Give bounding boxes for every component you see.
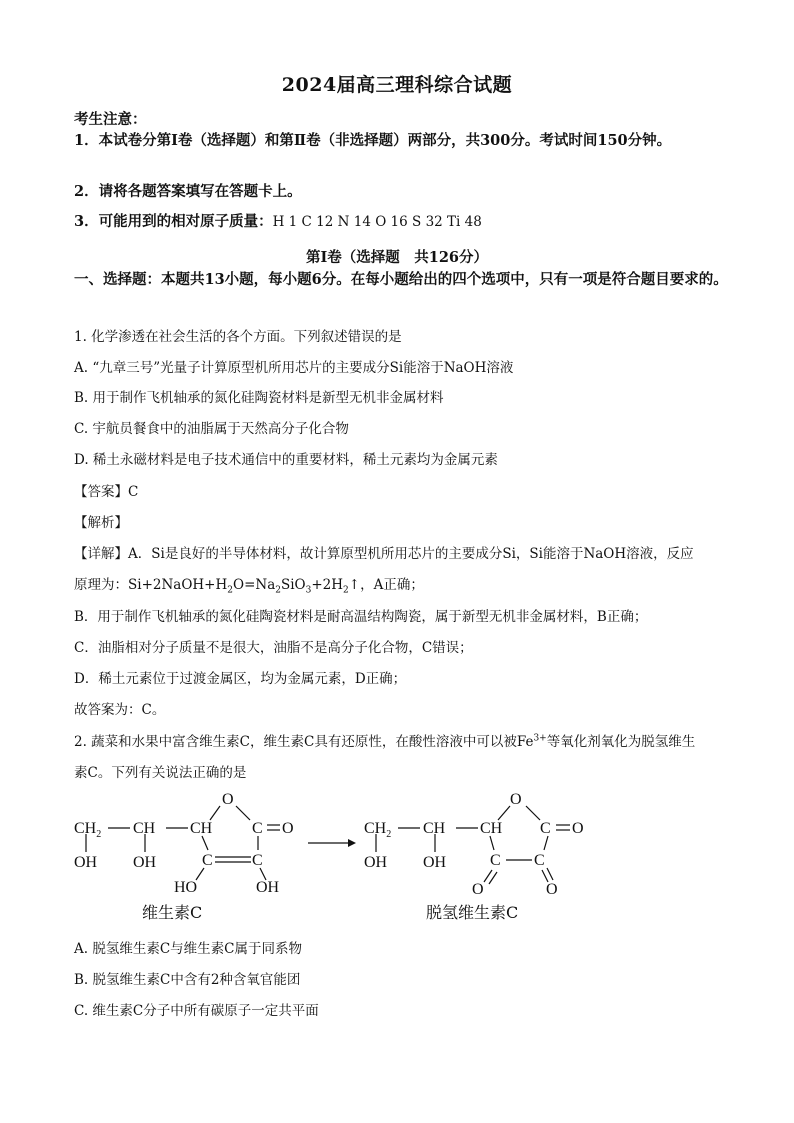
svg-text:CH: CH bbox=[190, 820, 213, 837]
answer-tag: 【答案】 bbox=[74, 484, 128, 500]
svg-text:C: C bbox=[252, 852, 263, 869]
q2-stem-line1: 2. 蔬菜和水果中富含维生素C，维生素C具有还原性，在酸性溶液中可以被$Fe^{3+}$等氧化剂氧化为脱氢维生 bbox=[74, 733, 696, 750]
section-title: 第Ⅰ卷（选择题 共126分） bbox=[305, 249, 489, 266]
q1-detail-d: D．稀土元素位于过渡金属区，均为金属元素，D正确； bbox=[74, 671, 407, 687]
dehydroascorbic-acid-label: 脱氢维生素C bbox=[426, 903, 519, 922]
q1-detail-line2: 原理为：$Si+2NaOH+H_2O=Na_2SiO_3+2H_2↑$，A正确； bbox=[74, 577, 424, 596]
q2-option-b: B. 脱氢维生素C中含有2种含氧官能团 bbox=[74, 972, 301, 988]
q1-detail-c: C．油脂相对分子质量不是很大，油脂不是高分子化合物，C错误； bbox=[74, 640, 473, 656]
q1-detail-b: B．用于制作飞机轴承的氮化硅陶瓷材料是耐高温结构陶瓷，属于新型无机非金属材料，B正确； bbox=[74, 609, 648, 625]
dehydroascorbic-acid-structure bbox=[364, 791, 584, 922]
q2-option-c: C. 维生素C分子中所有碳原子一定共平面 bbox=[74, 1003, 319, 1019]
svg-text:C: C bbox=[202, 852, 213, 869]
atomic-masses: H 1 C 12 N 14 O 16 S 32 Ti 48 bbox=[272, 214, 482, 230]
svg-text:C: C bbox=[540, 820, 551, 837]
svg-text:CH2: $CH_2$ bbox=[364, 820, 392, 840]
svg-text:CH: CH bbox=[133, 820, 156, 837]
svg-text:O: O bbox=[510, 791, 522, 808]
notice-item-3-label: 3．可能用到的相对原子质量： bbox=[74, 213, 273, 230]
svg-text:OH: OH bbox=[364, 854, 388, 871]
svg-text:CH2: $CH_2$ bbox=[74, 820, 102, 840]
answer-value: C bbox=[128, 484, 139, 500]
part-one-instructions: 一、选择题：本题共13小题，每小题6分。在每小题给出的四个选项中，只有一项是符合题目要求的。 bbox=[74, 271, 728, 288]
svg-text:OH: OH bbox=[423, 854, 447, 871]
svg-text:OH: OH bbox=[133, 854, 157, 871]
svg-text:CH: CH bbox=[423, 820, 446, 837]
notice-heading: 考生注意： bbox=[74, 111, 147, 128]
svg-text:O: O bbox=[572, 820, 584, 837]
svg-text:O: O bbox=[546, 881, 558, 898]
q1-answer bbox=[74, 480, 734, 500]
svg-text:HO: HO bbox=[174, 879, 198, 896]
svg-text:C: C bbox=[534, 852, 545, 869]
q2-option-a: A. 脱氢维生素C与维生素C属于同系物 bbox=[74, 941, 302, 957]
svg-text:OH: OH bbox=[74, 854, 98, 871]
q1-analysis-tag: 【解析】 bbox=[74, 515, 128, 531]
vitamin-c-label: 维生素C bbox=[142, 903, 203, 922]
q1-conclusion: 故答案为：C。 bbox=[74, 702, 166, 718]
q1-option-d: D. 稀土永磁材料是电子技术通信中的重要材料，稀土元素均为金属元素 bbox=[74, 452, 498, 468]
q2-stem-line2: 素C。下列有关说法正确的是 bbox=[74, 765, 247, 781]
q1-option-c: C. 宇航员餐食中的油脂属于天然高分子化合物 bbox=[74, 421, 349, 437]
svg-text:C: C bbox=[252, 820, 263, 837]
notice-item-3 bbox=[74, 210, 734, 231]
notice-item-1: 1．本试卷分第Ⅰ卷（选择题）和第Ⅱ卷（非选择题）两部分，共300分。考试时间150分钟。 bbox=[74, 132, 672, 149]
vitamin-c-structure bbox=[74, 791, 294, 922]
svg-text:C: C bbox=[490, 852, 501, 869]
svg-text:CH: CH bbox=[480, 820, 503, 837]
q1-option-a: A. “九章三号”光量子计算原型机所用芯片的主要成分Si能溶于NaOH溶液 bbox=[74, 360, 514, 376]
svg-text:OH: OH bbox=[256, 879, 280, 896]
svg-text:O: O bbox=[472, 881, 484, 898]
svg-text:O: O bbox=[282, 820, 294, 837]
page-title: 2024届高三理科综合试题 bbox=[281, 74, 513, 96]
q1-option-b: B. 用于制作飞机轴承的氮化硅陶瓷材料是新型无机非金属材料 bbox=[74, 390, 444, 406]
vitamin-c-reaction-diagram bbox=[70, 788, 610, 928]
svg-text:O: O bbox=[222, 791, 234, 808]
q1-stem: 1. 化学渗透在社会生活的各个方面。下列叙述错误的是 bbox=[74, 329, 402, 345]
notice-item-2: 2．请将各题答案填写在答题卡上。 bbox=[74, 183, 302, 200]
q1-detail-line1: 【详解】A．Si是良好的半导体材料，故计算原型机所用芯片的主要成分Si，Si能溶于NaOH溶液，反应 bbox=[74, 546, 694, 562]
